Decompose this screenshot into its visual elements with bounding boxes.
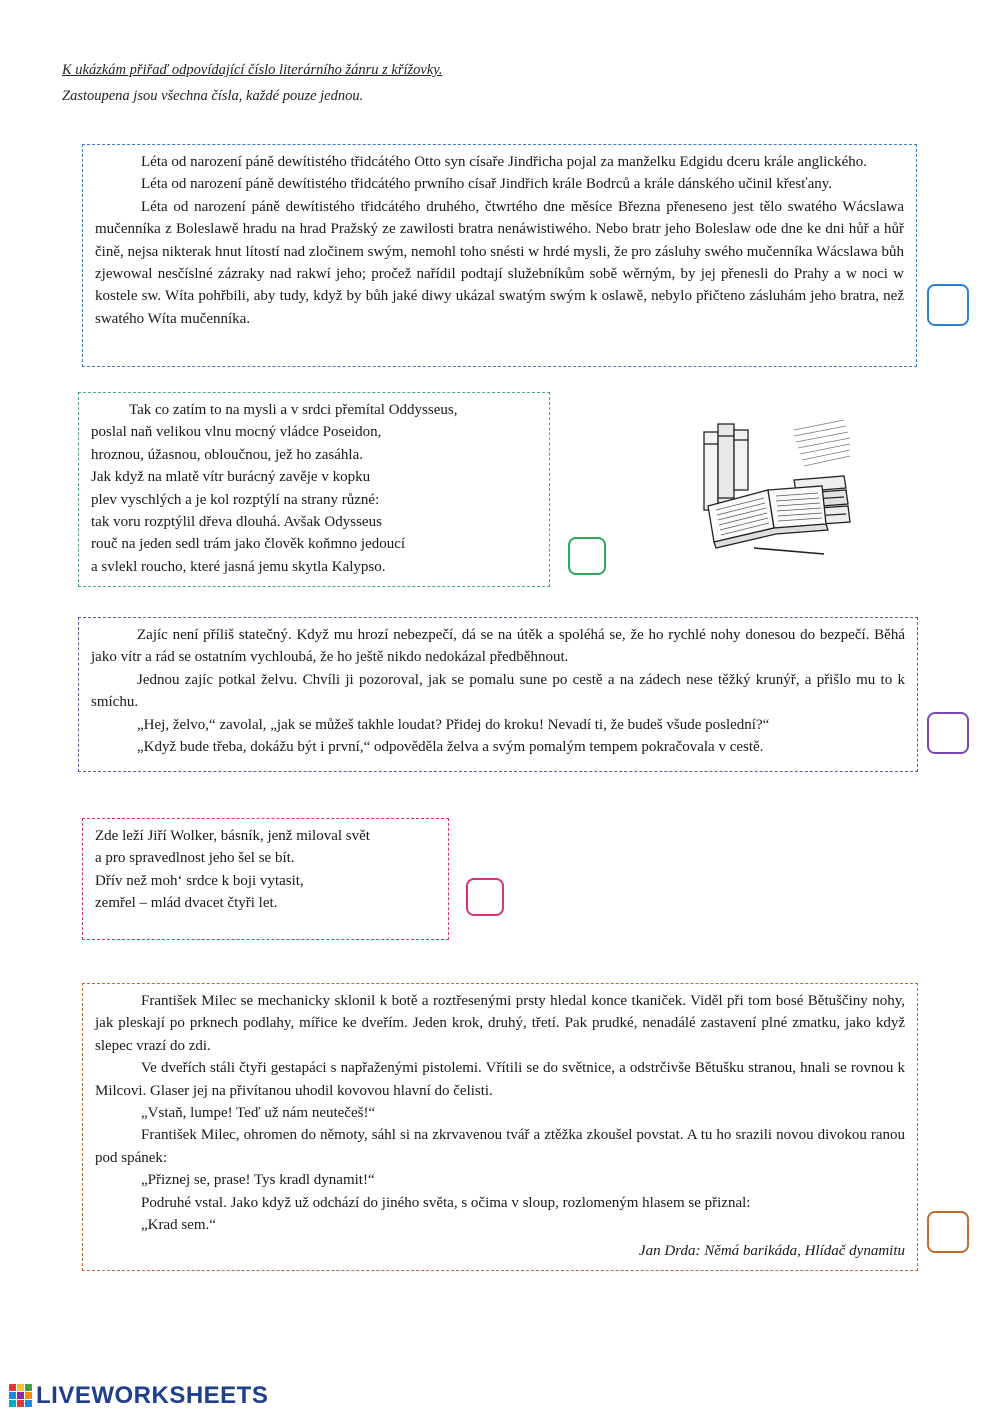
- story-paragraph: Ve dveřích stáli čtyři gestapáci s napřaženými pistolemi. Vřítili se do světnice, a odstrčivše Bětušku stranou, hnali se rovnou k Milcovi. Glaser jej na přivítanou uhodil kovovou hlavní do čelisti.: [95, 1060, 905, 1099]
- excerpt-short-story: [82, 983, 918, 1271]
- story-paragraph: František Milec, ohromen do němoty, sáhl si na zkrvavenou tvář a ztěžka zkoušel povstat. A tu ho srazili novou divokou ranou pod spánek:: [95, 1127, 905, 1166]
- epitaph-line: zemřel – mlád dvacet čtyři let.: [95, 895, 278, 912]
- story-signature: Jan Drda: Němá barikáda, Hlídač dynamitu: [638, 1243, 905, 1260]
- chronicle-paragraph: Léta od narození páně dewítistého třidcátého druhého, čtwrtého dne měsíce Března přeneseno jest tělo swatého Wácslawa mučenníka z Boleslawě hradu na hrad Pražský ze zawilosti bratra nenáwistiwého. Nebo bratr jeho Boleslaw ode dne ke dni hůř a hůř čině, nejsa nikterak hnut lítostí nad zločinem swým, nemohl toho snésti w hrdé mysli, že pro zásluhy swého mučenníka Wácslawa bůh zjewowal nesčíslné zázraky nad rakwí jeho; pročež nařídil podtají služebníkům sobě wěrným, by jej přenesli do Prahy a w noci w kostele sw. Wíta pohřbili, aby tudy, když by bůh jaké diwy ukázal swatým swým k oslawě, nebylo přičteno zásluhám jeho bratra, než swatého Wíta mučenníka.: [95, 198, 904, 327]
- answer-box-3[interactable]: [927, 712, 969, 754]
- excerpt-epic: [78, 392, 550, 587]
- story-paragraph: „Přiznej se, prase! Tys kradl dynamit!“: [141, 1172, 375, 1189]
- excerpt-fable: [78, 617, 918, 772]
- poem-line: tak voru rozptýlil dřeva dlouhá. Avšak Odysseus: [91, 514, 382, 531]
- answer-box-5[interactable]: [927, 1211, 969, 1253]
- story-paragraph: „Vstaň, lumpe! Teď už nám neutečeš!“: [141, 1105, 376, 1122]
- excerpt-epitaph: [82, 818, 449, 940]
- fable-paragraph: Jednou zajíc potkal želvu. Chvíli ji pozoroval, jak se pomalu sune po cestě a na zádech nese těžký krunýř, a přišlo mu to k smíchu.: [91, 671, 905, 711]
- poem-line: rouč na jeden sedl trám jako člověk koňmno jedoucí: [91, 536, 406, 553]
- answer-box-2[interactable]: [568, 537, 606, 575]
- chronicle-paragraph: Léta od narození páně dewítistého třidcátého prwního císař Jindřich krále Bodrců a krále dánského učinil křesťany.: [141, 176, 833, 193]
- chronicle-paragraph: Léta od narození páně dewítistého třidcátého Otto syn císaře Jindřicha pojal za manželku Edgidu dceru krále anglického.: [141, 154, 867, 170]
- poem-line: Jak když na mlatě vítr burácný zavěje v kopku: [91, 469, 371, 486]
- footer-brand-text: LIVEWORKSHEETS: [36, 1382, 269, 1409]
- fable-paragraph: „Hej, želvo,“ zavolal, „jak se můžeš takhle loudat? Přidej do kroku! Nevadí ti, že budeš všude poslední?“: [137, 716, 770, 733]
- answer-box-4[interactable]: [466, 878, 504, 916]
- poem-line: a svlekl roucho, které jasná jemu skytla Kalypso.: [91, 558, 386, 575]
- fable-paragraph: Zajíc není příliš statečný. Když mu hrozí nebezpečí, dá se na útěk a spoléhá se, že ho rychlé nohy donesou do bezpečí. Běhá jako vítr a rád se ostatním vychloubá, že ho ještě nikdo nedokázal předběhnout.: [91, 627, 905, 666]
- excerpt-chronicle: [82, 144, 917, 367]
- open-books-icon: [694, 410, 854, 560]
- liveworksheets-logo-icon: [8, 1383, 34, 1409]
- story-paragraph: „Krad sem.“: [141, 1217, 216, 1234]
- epitaph-line: Dřív než moh‘ srdce k boji vytasit,: [95, 872, 304, 889]
- poem-line: hroznou, úžasnou, obloučnou, jež ho zasáhla.: [91, 446, 363, 463]
- instruction-line-1: K ukázkám přiřaď odpovídající číslo literárního žánru z křížovky.: [62, 62, 443, 78]
- poem-line: Tak co zatím to na mysli a v srdci přemítal Oddysseus,: [129, 402, 458, 418]
- footer-brand[interactable]: [8, 1382, 268, 1410]
- poem-line: plev vyschlých a je kol rozptýlí na strany různé:: [91, 491, 380, 508]
- epitaph-line: Zde leží Jiří Wolker, básník, jenž miloval svět: [95, 828, 370, 844]
- answer-box-1[interactable]: [927, 284, 969, 326]
- story-paragraph: František Milec se mechanicky sklonil k botě a roztřesenými prsty hledal konce tkaniček. Viděl při tom bosé Bětuščiny nohy, jak pleskají po prknech podlahy, mířice ke dveřím. Jeden krok, druhý, třetí. Pak prudké, nenadálé zastavení plné zmatku, jako když slepec vrazí do zdi.: [95, 993, 905, 1054]
- epitaph-line: a pro spravedlnost jeho šel se bít.: [95, 850, 295, 867]
- fable-paragraph: „Když bude třeba, dokážu být i první,“ odpověděla želva a svým pomalým tempem pokračovala v cestě.: [137, 739, 764, 756]
- poem-line: poslal naň velikou vlnu mocný vládce Poseidon,: [91, 424, 382, 441]
- instruction-line-2: Zastoupena jsou všechna čísla, každé pouze jednou.: [62, 88, 364, 104]
- story-paragraph: Podruhé vstal. Jako když už odchází do jiného světa, s očima v sloup, rozlomeným hlasem se přiznal:: [141, 1194, 751, 1211]
